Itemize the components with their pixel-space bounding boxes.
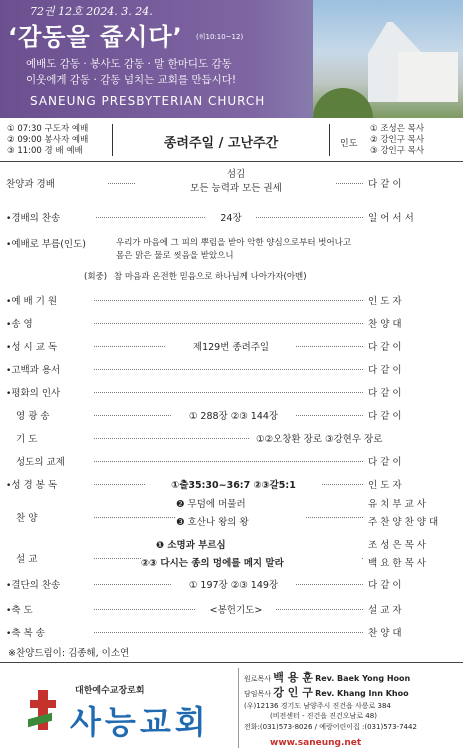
item-label: • 고백과 용서 <box>6 362 60 376</box>
order-row-invocation <box>6 293 456 307</box>
item-leader: 찬 양 대 <box>368 628 402 639</box>
dotted-leader <box>94 323 363 324</box>
dotted-leader <box>94 369 363 370</box>
item-label: 설 교 <box>16 554 38 565</box>
item-label: • 성 시 교 독 <box>6 339 57 353</box>
item-label: • 축 도 <box>6 602 33 616</box>
item-detail: ①②오창환 장로 ③강현우 장로 <box>256 434 383 445</box>
item-leader: 일 어 서 서 <box>368 213 414 224</box>
senior-pastor-name: 강 인 구 <box>273 686 313 699</box>
item-detail: ① 197장 ②③ 149장 <box>171 577 296 591</box>
item-detail-2: 모든 능력과 모든 권세 <box>136 180 336 194</box>
header-banner <box>0 0 463 118</box>
item-label: 찬양과 경배 <box>6 179 55 190</box>
church-annex-graphic <box>398 52 458 102</box>
dotted-leader <box>94 632 363 633</box>
footer-vertical-divider <box>238 668 239 748</box>
response-tag: (회중) <box>84 272 108 282</box>
item-label: • 평화의 인사 <box>6 385 60 399</box>
service-time-1: ① 07:30 구도자 예배 <box>7 124 89 134</box>
address: (우)12136 경기도 남양주시 진건읍 사릉로 384 <box>244 702 391 710</box>
order-row-blessing-song <box>6 625 456 639</box>
item-label: • 성 경 봉 독 <box>6 477 57 491</box>
item-leader: 다 같 이 <box>368 365 402 376</box>
pastor-emeritus <box>244 669 410 685</box>
item-leader: 다 같 이 <box>368 342 402 353</box>
item-detail-2: 몸은 맑은 물로 씻음을 받았으니 <box>116 251 234 261</box>
senior-pastor-en: Rev. Khang Inn Khoo <box>315 689 409 698</box>
order-row-responsive-reading <box>6 339 456 353</box>
item-label: • 축 복 송 <box>6 625 45 639</box>
item-leader: 찬 양 대 <box>368 319 402 330</box>
item-label: 성도의 교제 <box>16 457 65 468</box>
item-leader: 다 같 이 <box>368 179 402 190</box>
dotted-leader <box>94 438 249 439</box>
website-link[interactable]: www.saneung.net <box>270 738 362 748</box>
item-detail: ❶ 소명과 부르심 <box>156 537 356 551</box>
sunday-title: 종려주일 / 고난주간 <box>163 136 279 151</box>
item-label: • 결단의 찬송 <box>6 577 60 591</box>
dotted-leader <box>94 392 363 393</box>
item-leader: 인 도 자 <box>368 296 402 307</box>
sunday-title-box <box>112 124 330 156</box>
item-detail: 24장 <box>206 210 256 224</box>
item-label: 기 도 <box>16 434 38 445</box>
church-photo <box>313 0 463 118</box>
item-detail: ①출35:30~36:7 ②③갈5:1 <box>146 477 321 491</box>
divider <box>0 161 463 162</box>
church-english-name: SANEUNG PRESBYTERIAN CHURCH <box>30 94 266 108</box>
order-row-anthem <box>6 499 456 532</box>
item-detail-2: ②③ 다시는 종의 멍에를 메지 말라 <box>141 555 361 569</box>
order-row-response <box>6 270 456 284</box>
item-leader: 유 치 부 교 사 <box>368 499 426 510</box>
item-detail: 우리가 마음에 그 피의 뿌림을 받아 악한 양심으로부터 벗어나고 <box>116 238 352 248</box>
item-label: • 송 영 <box>6 316 33 330</box>
pastor-emeritus-en: Rev. Baek Yong Hoon <box>315 674 411 683</box>
order-row-praise <box>6 169 456 194</box>
motto: ‘감동을 줍시다’ <box>8 23 183 51</box>
order-row-confession <box>6 362 456 376</box>
pastor-emeritus-name: 백 용 훈 <box>273 671 313 684</box>
item-leader: 설 교 자 <box>368 605 402 616</box>
senior-pastor-title: 담임목사 <box>244 690 272 698</box>
greeters-note: ※찬양드림이: 김종해, 이소연 <box>8 648 130 659</box>
motto-verse: (히10:10~12) <box>196 33 244 41</box>
telephone: 전화:(031)573-8026 / 예랑어린이집 :(031)573-7442 <box>244 723 417 731</box>
item-detail: 제129번 종려주일 <box>166 339 296 353</box>
footer-divider <box>0 662 463 663</box>
item-leader-2: 주 찬 양 찬 양 대 <box>368 517 439 528</box>
item-leader: 다 같 이 <box>368 411 402 422</box>
issue-info: 72권 12호 2024. 3. 24. <box>30 5 153 18</box>
item-leader: 인 도 자 <box>368 480 402 491</box>
item-leader: 조 성 은 목 사 <box>368 540 426 551</box>
leader-2: ② 강인구 목사 <box>370 135 425 145</box>
order-row-prayer <box>6 431 456 445</box>
item-leader: 다 같 이 <box>368 457 402 468</box>
dotted-leader <box>94 300 363 301</box>
church-logo-icon-bar <box>30 700 56 708</box>
item-label: • 예 배 기 원 <box>6 293 57 307</box>
item-leader-2: 백 요 한 목 사 <box>368 558 426 569</box>
item-label: 영 광 송 <box>16 411 50 422</box>
item-label: • 경배의 찬송 <box>6 210 60 224</box>
item-detail-2: ❸ 호산나 왕의 왕 <box>176 514 306 528</box>
order-row-closing-hymn <box>6 577 456 591</box>
order-row-hymn <box>6 210 456 224</box>
dotted-leader <box>94 461 363 462</box>
order-row-gloria <box>6 408 456 422</box>
item-detail: 섬김 <box>136 166 336 180</box>
leader-3: ③ 강인구 목사 <box>370 146 425 156</box>
tree-graphic <box>313 88 373 118</box>
order-row-doxology <box>6 316 456 330</box>
item-leader: 다 같 이 <box>368 388 402 399</box>
item-detail: ❷ 무덤에 머물러 <box>176 496 306 510</box>
church-name: 사능교회 <box>70 703 210 741</box>
item-detail: ① 288장 ②③ 144장 <box>171 408 296 422</box>
pastor-emeritus-title: 원로목사 <box>244 675 272 683</box>
service-times <box>7 124 88 157</box>
service-time-2: ② 09:00 봉사자 예배 <box>7 135 89 145</box>
item-detail: <봉헌기도> <box>196 602 276 616</box>
item-leader: 다 같 이 <box>368 580 402 591</box>
order-row-benediction <box>6 602 456 616</box>
item-label: • 예배로 부름(인도) <box>6 236 86 250</box>
order-row-scripture <box>6 477 456 491</box>
order-row-sermon <box>6 540 456 573</box>
leader-label: 인도 <box>340 139 358 149</box>
service-leaders <box>370 124 424 157</box>
item-detail: 참 마음과 온전한 믿음으로 하나님께 나아가자(아멘) <box>114 272 307 282</box>
denomination: 대한예수교장로회 <box>75 686 145 696</box>
senior-pastor <box>244 684 409 700</box>
leader-1: ① 조성은 목사 <box>370 124 425 134</box>
order-row-call <box>6 236 456 266</box>
service-time-3: ③ 11:00 경 배 예배 <box>7 146 83 156</box>
order-row-fellowship <box>6 454 456 468</box>
slogan-line-1: 예배도 감동 · 봉사도 감동 · 말 한마디도 감동 <box>26 58 232 70</box>
item-label: 찬 양 <box>16 513 38 524</box>
address-annex: (비전센터 - 진건읍 진건오남로 48) <box>270 712 377 720</box>
slogan-line-2: 이웃에게 감동 · 감동 넘치는 교회를 만듭시다! <box>26 74 237 86</box>
order-row-peace <box>6 385 456 399</box>
